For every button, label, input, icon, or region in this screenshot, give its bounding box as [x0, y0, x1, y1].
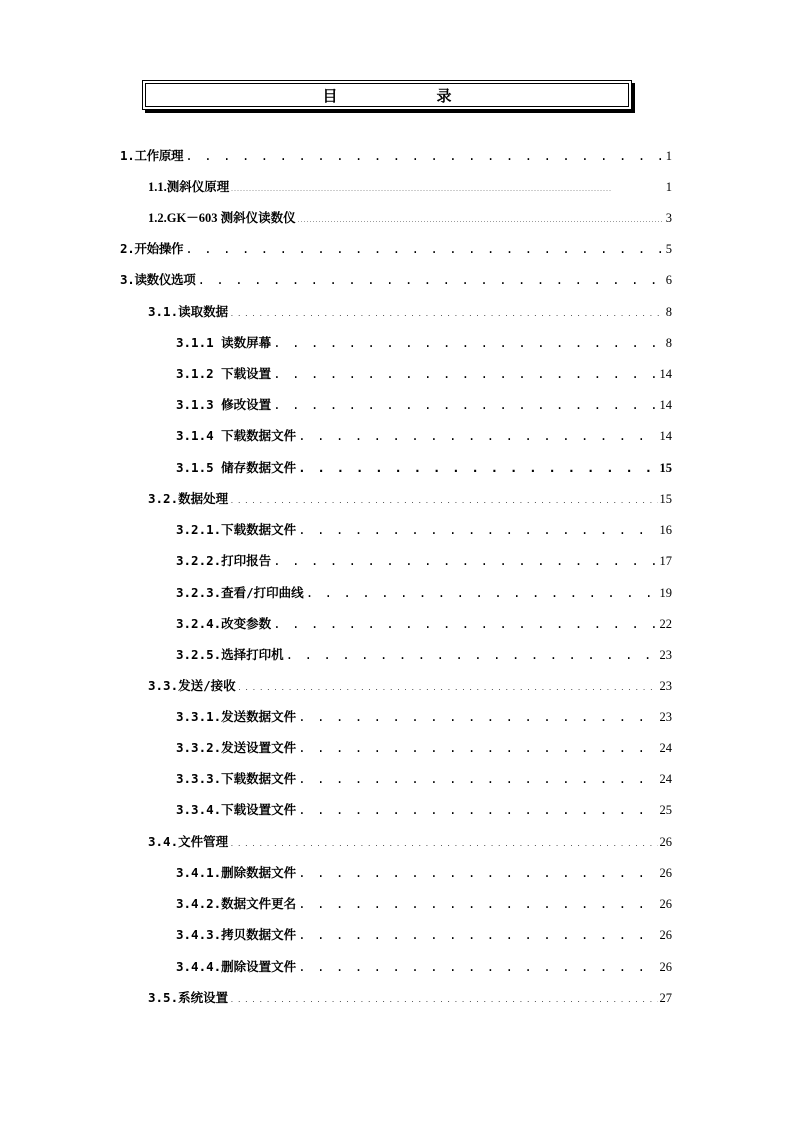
toc-entry-3-2-2[interactable]: 3.2.2.打印报告 . . . 17 [176, 551, 672, 571]
toc-entry-3-3[interactable]: 3.3.发送/接收 . . . 23 [148, 676, 672, 696]
toc-entry-3-3-2[interactable]: 3.3.2.发送设置文件 . . . 24 [176, 738, 672, 758]
toc-entry-3-2-4[interactable]: 3.2.4.改变参数 . . . 22 [176, 614, 672, 634]
toc-entry-3-4[interactable]: 3.4.文件管理 . . . 26 [148, 832, 672, 852]
toc-entry-1-2[interactable]: 1.2.GK－603 测斜仪读数仪 . . . 3 [148, 208, 672, 228]
toc-title: 目 录 [145, 83, 629, 107]
toc-entry-3-2-5[interactable]: 3.2.5.选择打印机 . . . 23 [176, 645, 672, 665]
toc-entry-1[interactable]: 1.工作原理 . . . 1 [120, 146, 672, 166]
toc-entry-3-1-3[interactable]: 3.1.3 修改设置 . . . 14 [176, 395, 672, 415]
toc-entry-3-3-3[interactable]: 3.3.3.下载数据文件 . . . 24 [176, 769, 672, 789]
toc-entry-3-1-4[interactable]: 3.1.4 下载数据文件 . . . 14 [176, 426, 672, 446]
toc-entry-3-4-4[interactable]: 3.4.4.删除设置文件 . . . 26 [176, 957, 672, 977]
toc-entry-3-5[interactable]: 3.5.系统设置 . . . 27 [148, 988, 672, 1008]
toc-entry-3[interactable]: 3.读数仪选项 . . . 6 [120, 270, 672, 290]
toc-entry-3-3-4[interactable]: 3.3.4.下载设置文件 . . . 25 [176, 800, 672, 820]
toc-entry-3-4-2[interactable]: 3.4.2.数据文件更名 . . . 26 [176, 894, 672, 914]
toc-entry-3-2-3[interactable]: 3.2.3.查看/打印曲线 . . . 19 [176, 583, 672, 603]
toc-entry-3-1-2[interactable]: 3.1.2 下载设置 . . . 14 [176, 364, 672, 384]
toc-entry-3-3-1[interactable]: 3.3.1.发送数据文件 . . . 23 [176, 707, 672, 727]
toc-entry-3-4-1[interactable]: 3.4.1.删除数据文件 . . . 26 [176, 863, 672, 883]
toc-entry-1-1[interactable]: 1.1.测斜仪原理 . . . 1 [148, 177, 672, 197]
toc-entry-3-1-5[interactable]: 3.1.5 储存数据文件 . . . 15 [176, 458, 672, 478]
toc-entry-3-2-1[interactable]: 3.2.1.下载数据文件 . . . 16 [176, 520, 672, 540]
toc-entry-3-2[interactable]: 3.2.数据处理 . . . 15 [148, 489, 672, 509]
toc-entry-2[interactable]: 2.开始操作 . . . 5 [120, 239, 672, 259]
toc-entry-3-4-3[interactable]: 3.4.3.拷贝数据文件 . . . 26 [176, 925, 672, 945]
toc-entry-3-1[interactable]: 3.1.读取数据 . . . 8 [148, 302, 672, 322]
toc-entry-3-1-1[interactable]: 3.1.1 读数屏幕 . . . 8 [176, 333, 672, 353]
